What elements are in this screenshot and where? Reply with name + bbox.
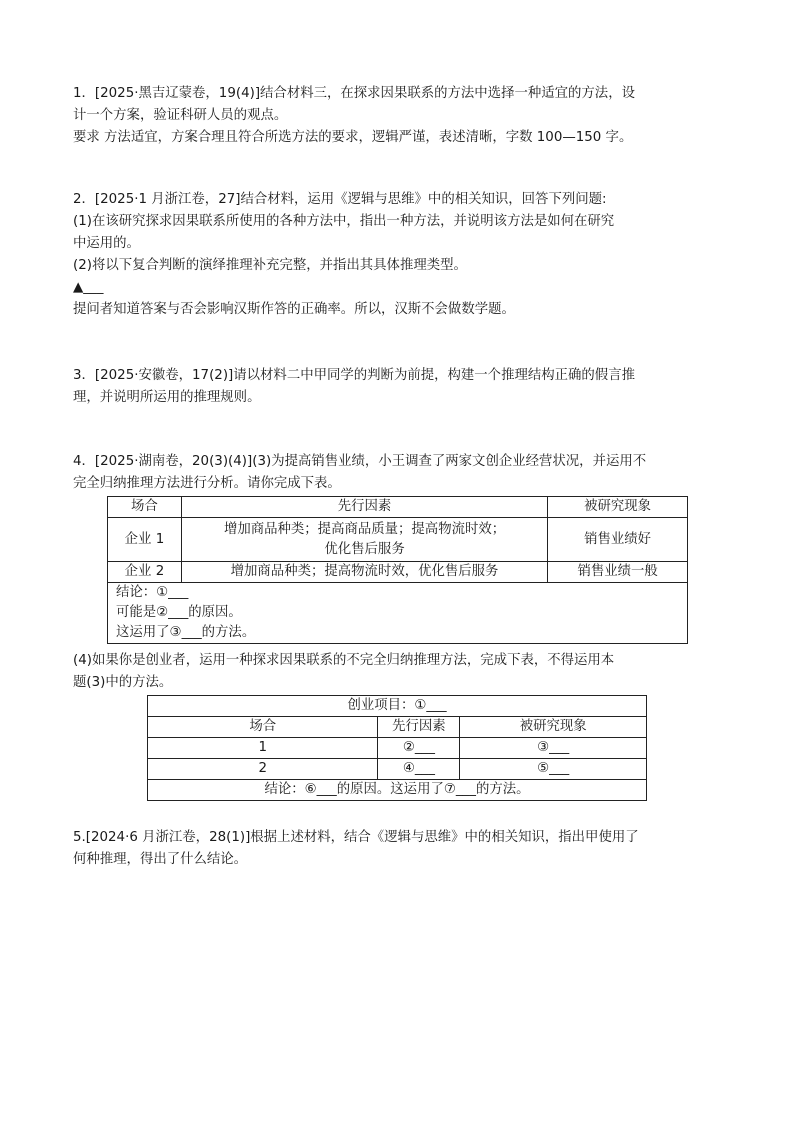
question-4-line-4: 题(3)中的方法。 — [73, 675, 173, 690]
question-3-line-1: 3．[2025·安徽卷，17(2)]请以材料二中甲同学的判断为前提，构建一个推理结构正确的假言推 — [73, 368, 635, 383]
question-4-line-3: (4)如果你是创业者，运用一种探求因果联系的不完全归纳推理方法，完成下表，不得运用本 — [73, 653, 615, 668]
table-2-header-case: 场合 — [148, 717, 378, 738]
table-2-factor: ④___ — [378, 759, 460, 780]
table-2-header-phenomenon: 被研究现象 — [460, 717, 647, 738]
question-3-line-2: 理，并说明所运用的推理规则。 — [73, 390, 261, 405]
question-4-intro — [73, 451, 723, 495]
table-2-conclusion-row — [148, 780, 647, 801]
question-2-line-1: 2．[2025·1 月浙江卷，27]结合材料，运用《逻辑与思维》中的相关知识，回答下列问题: — [73, 192, 607, 207]
table-1 — [107, 496, 688, 644]
question-5 — [73, 827, 723, 871]
table-1-header-phenomenon: 被研究现象 — [548, 497, 688, 518]
table-2-header-row — [148, 717, 647, 738]
question-4-part-4 — [73, 650, 723, 694]
table-1-factor: 增加商品种类；提高物流时效，优化售后服务 — [181, 562, 547, 583]
table-2-case: 2 — [148, 759, 378, 780]
table-1-header-factor: 先行因素 — [181, 497, 547, 518]
question-3 — [73, 365, 723, 409]
question-2-blank: ▲___ — [73, 280, 104, 295]
table-row — [108, 518, 688, 562]
table-1-factor — [181, 518, 547, 562]
question-1 — [73, 83, 723, 149]
question-2-line-4: (2)将以下复合判断的演绎推理补充完整，并指出其具体推理类型。 — [73, 258, 467, 273]
question-4-line-2: 完全归纳推理方法进行分析。请你完成下表。 — [73, 476, 341, 491]
table-2-phenomenon: ③___ — [460, 738, 647, 759]
question-4-line-1: 4．[2025·湖南卷，20(3)(4)](3)为提高销售业绩，小王调查了两家文创企业经营状况，并运用不 — [73, 454, 647, 469]
table-1-factor-line-1: 增加商品种类；提高商品质量；提高物流时效； — [223, 521, 506, 537]
table-1-header-row — [108, 497, 688, 518]
conclusion-line-2: 可能是②___的原因。 — [116, 605, 242, 620]
table-2-factor: ②___ — [378, 738, 460, 759]
table-1-conclusion-row — [108, 583, 688, 644]
table-row — [148, 759, 647, 780]
question-2-line-2: (1)在该研究探求因果联系所使用的各种方法中，指出一种方法，并说明该方法是如何在研究 — [73, 214, 615, 229]
question-2 — [73, 189, 723, 321]
table-2-project-row — [148, 696, 647, 717]
table-2-header-factor: 先行因素 — [378, 717, 460, 738]
question-2-line-3: 中运用的。 — [73, 236, 140, 251]
table-1-header-case: 场合 — [108, 497, 182, 518]
table-1-phenomenon: 销售业绩好 — [548, 518, 688, 562]
table-2-phenomenon: ⑤___ — [460, 759, 647, 780]
table-2-project: 创业项目：①___ — [148, 696, 647, 717]
table-2-conclusion: 结论：⑥___的原因。这运用了⑦___的方法。 — [148, 780, 647, 801]
table-1-case: 企业 2 — [108, 562, 182, 583]
table-row — [108, 562, 688, 583]
question-1-line-2: 计一个方案，验证科研人员的观点。 — [73, 108, 288, 123]
table-2 — [147, 695, 647, 801]
table-1-phenomenon: 销售业绩一般 — [548, 562, 688, 583]
question-1-requirement: 要求 方法适宜，方案合理且符合所选方法的要求，逻辑严谨，表述清晰，字数 100—150 字。 — [73, 130, 633, 145]
table-2-case: 1 — [148, 738, 378, 759]
question-5-line-1: 5.[2024·6 月浙江卷，28(1)]根据上述材料，结合《逻辑与思维》中的相关知识，指出甲使用了 — [73, 830, 639, 845]
table-1-factor-line-2: 优化售后服务 — [324, 541, 405, 557]
table-row — [148, 738, 647, 759]
conclusion-line-1: 结论：①___ — [116, 585, 189, 600]
table-1-case: 企业 1 — [108, 518, 182, 562]
question-5-line-2: 何种推理，得出了什么结论。 — [73, 852, 248, 867]
conclusion-line-3: 这运用了③___的方法。 — [116, 625, 256, 640]
table-1-conclusion — [108, 583, 688, 644]
question-1-line-1: 1．[2025·黑吉辽蒙卷，19(4)]结合材料三，在探求因果联系的方法中选择一种适宜的方法，设 — [73, 86, 635, 101]
question-2-line-6: 提问者知道答案与否会影响汉斯作答的正确率。所以，汉斯不会做数学题。 — [73, 302, 515, 317]
